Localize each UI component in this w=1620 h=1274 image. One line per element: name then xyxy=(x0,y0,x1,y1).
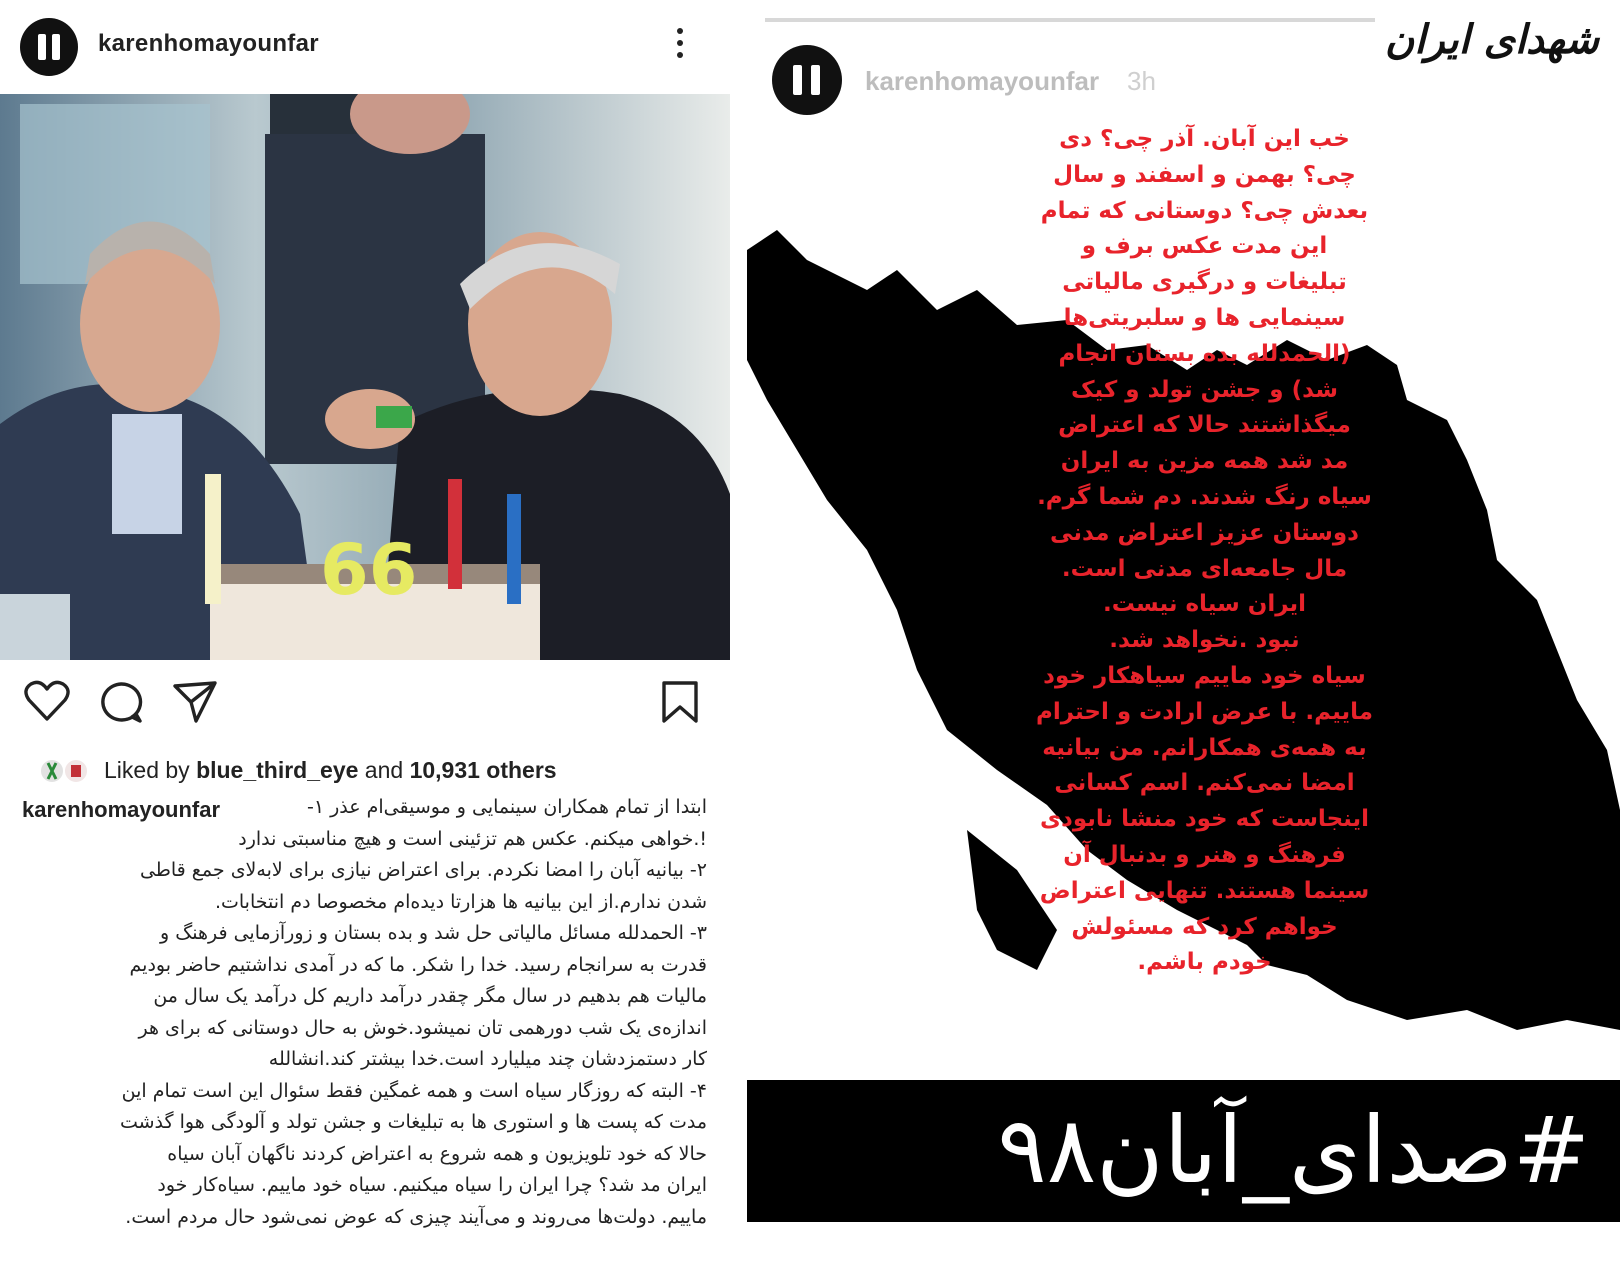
caption-line: اندازه‌ی یک شب دورهمی تان نمیشود.خوش به حال دوستانی که برای هر xyxy=(138,1016,707,1039)
story-text-line: تبلیغات و درگیری مالیاتی xyxy=(1062,269,1347,296)
story-text-line: دوستان عزیز اعتراض مدنی xyxy=(1050,519,1359,546)
story-text-line: سیاه خود ماییم سیاهکار خود xyxy=(1043,662,1366,689)
caption-line: ۲- بیانیه آبان را امضا نکردم. برای اعتراض نیازی برای لابه‌لای جمع قاطی xyxy=(139,859,707,881)
caption-username[interactable]: karenhomayounfar xyxy=(22,797,221,822)
likes-row xyxy=(20,755,720,789)
story-text-line: (الحمدلله بده بستان انجام xyxy=(1058,340,1351,367)
caption-line: ابتدا از تمام همکاران سینمایی و موسیقی‌ام عذر ۱- xyxy=(306,796,707,818)
story-text-line: چی؟ بهمن و اسفند و سال xyxy=(1053,161,1356,188)
caption-line: ماییم. دولت‌ها می‌روند و می‌آیند چیزی که عوض نمی‌شود حال مردم است. xyxy=(125,1205,707,1228)
post-photo xyxy=(0,94,730,660)
bookmark-icon[interactable] xyxy=(660,680,700,728)
caption-line: قدرت به سرانجام رسید. خدا را شکر. ما که در آمدی نداشتیم حاضر بودیم xyxy=(129,953,707,976)
likes-prefix: Liked by xyxy=(104,757,190,783)
caption-line: مدت که پست ها و استوری ها به تبلیغات و جشن تولد و آلودگی هوا گذشت xyxy=(119,1111,707,1133)
heart-icon[interactable] xyxy=(24,680,70,726)
story-text-line: خب این آبان. آذر چی؟ دی xyxy=(1059,126,1350,152)
story-text-line: سیاه رنگ شدند. دم شما گرم. xyxy=(1037,483,1372,510)
liked-by-user[interactable]: blue_third_eye xyxy=(196,757,359,783)
post-actions xyxy=(0,680,730,740)
story-text-line: مد شد همه مزین به ایران xyxy=(1060,448,1349,475)
story-timestamp: 3h xyxy=(1127,66,1156,96)
caption-line: حالا که خود تلویزیون و همه شروع به اعتراض کردند ناگهان آبان سیاه xyxy=(167,1142,707,1165)
story-text-line: شد) و جشن تولد و کیک xyxy=(1070,376,1338,403)
story-text-line: سینما هستند. تنهایی اعتراض xyxy=(1039,877,1370,904)
story-text-line: بعدش چی؟ دوستانی که تمام xyxy=(1040,197,1369,224)
liker-avatars xyxy=(38,757,98,785)
caption-line: ایران مد شد؟ چرا ایران را سیاه میکنیم. سیاه خود ماییم. سیاه‌کار خود xyxy=(157,1174,707,1196)
caption-line: کار دستمزدشان چند میلیارد است.خدا بیشتر کند.انشالله xyxy=(268,1048,707,1070)
caption-line: !.خواهی میکنم. عکس هم تزئینی است و هیچ مناسبتی ندارد xyxy=(238,827,707,850)
site-watermark-logo xyxy=(1375,6,1607,90)
story-text-line: میگذاشتند حالا که اعتراض xyxy=(1058,412,1351,439)
story-text-line: خودم باشم. xyxy=(1137,949,1272,976)
story-text-line: سینمایی ها و سلبریتی‌ها xyxy=(1063,304,1346,331)
story-text xyxy=(1032,122,1377,981)
comment-icon[interactable] xyxy=(98,680,144,728)
story-text-line: به همه‌ی همکارانم. من بیانیه xyxy=(1042,734,1367,761)
hashtag-banner xyxy=(747,1080,1620,1222)
post-caption xyxy=(22,792,707,1233)
story-text-line: مال جامعه‌ای مدنی است. xyxy=(1061,555,1348,582)
share-icon[interactable] xyxy=(172,680,218,728)
likes-and: and xyxy=(364,757,404,783)
story-username[interactable]: karenhomayounfar xyxy=(865,66,1100,96)
caption-line: مالیات هم بدهیم در سال مگر چقدر درآمد داریم کل درآمد یک سال من xyxy=(153,985,707,1007)
cake-number: 66 xyxy=(320,529,418,611)
caption-line: ۳- الحمدلله مسائل مالیاتی حل شد و بده بستان و زورآزمایی فرهنگ و xyxy=(160,922,707,944)
caption-line: ۴- البته که روزگار سیاه است و همه غمگین فقط سئوال این است تمام این xyxy=(121,1079,707,1102)
story-text-line: ایران سیاه نیست. xyxy=(1102,591,1307,618)
likes-count[interactable]: 10,931 others xyxy=(409,757,557,783)
avatar[interactable] xyxy=(20,18,78,76)
story-text-line: فرهنگ و هنر و بدنبال آن xyxy=(1063,841,1346,868)
story-text-line: نبود .نخواهد شد. xyxy=(1109,627,1300,654)
post-username[interactable]: karenhomayounfar xyxy=(98,30,319,57)
story-text-line: ماییم. با عرض ارادت و احترام xyxy=(1035,698,1374,725)
more-options-icon[interactable] xyxy=(675,28,685,64)
story-text-line: امضا نمی‌کنم. اسم کسانی xyxy=(1054,770,1355,797)
post-header xyxy=(0,0,730,92)
hashtag-text: #صدای_آبان۹۸ xyxy=(997,1097,1590,1204)
story-text-line: اینجاست که خود منشا نابودی xyxy=(1039,806,1370,833)
watermark-text: شهدای ایران xyxy=(1384,16,1599,63)
story-text-line: این مدت عکس برف و xyxy=(1081,233,1328,260)
instagram-post xyxy=(0,0,730,1274)
story-avatar[interactable] xyxy=(772,45,842,115)
instagram-story xyxy=(747,0,1620,1274)
caption-line: شدن ندارم.از این بیانیه ها هزارتا دیده‌ام مخصوصا دم انتخابات. xyxy=(214,890,707,913)
story-text-line: خواهم کرد که مسئولش xyxy=(1071,913,1338,940)
post-photo-illustration xyxy=(0,94,730,660)
